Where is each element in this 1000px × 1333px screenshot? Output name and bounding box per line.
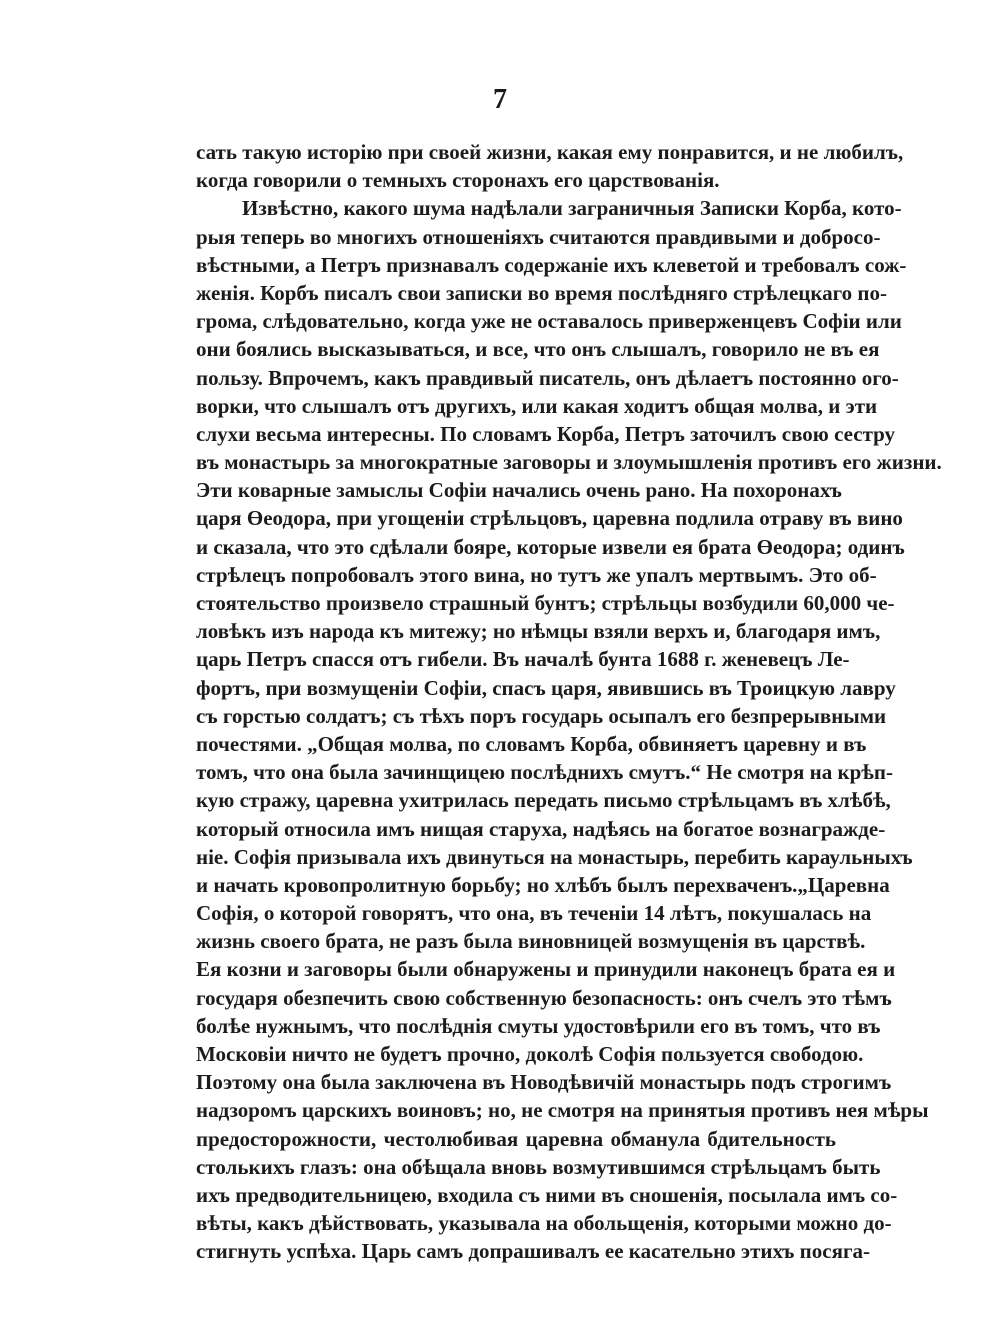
text-line: Извѣстно, какого шума надѣлали заграничныя Записки Корба, кото-	[242, 196, 902, 221]
text-line: столькихъ глазъ: она обѣщала вновь возмутившимся стрѣльцамъ быть	[196, 1154, 881, 1179]
body-text	[196, 138, 942, 1266]
text-line: грома, слѣдовательно, когда уже не оставалось приверженцевъ Софіи или	[196, 309, 902, 334]
text-line: и сказала, что это сдѣлали бояре, которые извели ея брата Өеодора; одинъ	[196, 534, 905, 559]
text-line: государя обезпечить свою собственную безопасность: онъ счелъ это тѣмъ	[196, 985, 892, 1010]
text-line: ніе. Софія призывала ихъ двинуться на монастырь, перебить караульныхъ	[196, 844, 913, 869]
text-line: Поэтому она была заключена въ Новодѣвичій монастырь подъ строгимъ	[196, 1070, 892, 1095]
text-line: стоятельство произвело страшный бунтъ; стрѣльцы возбудили 60,000 че-	[196, 591, 895, 615]
text-line: вѣстными, а Петръ признавалъ содержаніе ихъ клеветой и требовалъ сож-	[196, 252, 907, 277]
text-line: Московіи ничто не будетъ прочно, доколѣ Софія пользуется свободою.	[196, 1042, 864, 1066]
text-line: пользу. Впрочемъ, какъ правдивый писатель, онъ дѣлаетъ постоянно ого-	[196, 365, 899, 390]
text-line: ловѣкъ изъ народа къ митежу; но нѣмцы взяли верхъ и, благодаря имъ,	[196, 619, 881, 644]
text-line: ворки, что слышалъ отъ другихъ, или какая ходитъ общая молва, и эти	[196, 393, 878, 418]
page-number: 7	[493, 84, 507, 115]
text-line: стигнуть успѣха. Царь самъ допрашивалъ ее касательно этихъ посяга-	[196, 1239, 870, 1264]
text-line: надзоромъ царскихъ воиновъ; но, не смотря на принятыя противъ нея мѣры	[196, 1098, 929, 1123]
text-line: въ монастырь за многократные заговоры и злоумышленія противъ его жизни.	[196, 450, 942, 475]
text-line: болѣе нужнымъ, что послѣднія смуты удостовѣрили его въ томъ, что въ	[196, 1013, 881, 1038]
text-line: вѣты, какъ дѣйствовать, указывала на обольщенія, которыми можно до-	[196, 1211, 892, 1236]
text-line: жизнь своего брата, не разъ была виновницей возмущенія въ царствѣ.	[196, 929, 866, 954]
text-line: женія. Корбъ писалъ свои записки во время послѣдняго стрѣлецкаго по-	[196, 280, 888, 305]
text-line: который относила имъ нищая старуха, надѣясь на богатое вознагражде-	[196, 816, 886, 841]
text-line: стрѣлецъ попробовалъ этого вина, но тутъ же упалъ мертвымъ. Это об-	[196, 562, 877, 587]
text-line: съ горстью солдатъ; съ тѣхъ поръ государь осыпалъ его безпрерывными	[196, 703, 887, 728]
text-line: когда говорили о темныхъ сторонахъ его царствованія.	[196, 168, 720, 193]
text-line: ихъ предводительницею, входила съ ними въ сношенія, посылала имъ со-	[196, 1182, 898, 1207]
text-line: рыя теперь во многихъ отношеніяхъ считаются правдивыми и добросо-	[196, 224, 881, 249]
text-line: царь Петръ спасся отъ гибели. Въ началѣ бунта 1688 г. женевецъ Ле-	[196, 647, 850, 672]
text-line: почестями. „Общая молва, по словамъ Корба, обвиняетъ царевну и въ	[196, 731, 867, 756]
text-line: царя Өеодора, при угощеніи стрѣльцовъ, царевна подлила отраву въ вино	[196, 506, 903, 531]
text-line: кую стражу, царевна ухитрилась передать письмо стрѣльцамъ въ хлѣбѣ,	[196, 788, 891, 813]
text-line: сать такую исторію при своей жизни, какая ему понравится, и не любилъ,	[196, 140, 904, 164]
text-line: они боялись высказываться, и все, что онъ слышалъ, говорило не въ ея	[196, 337, 880, 362]
text-line: фортъ, при возмущеніи Софіи, спасъ царя, явившись въ Троицкую лавру	[196, 675, 896, 700]
text-line: Софія, о которой говорятъ, что она, въ теченіи 14 лѣтъ, покушалась на	[196, 901, 872, 926]
text-line: Ея козни и заговоры были обнаружены и принудили наконецъ брата ея и	[196, 957, 896, 982]
text-line: Эти коварные замыслы Софіи начались очень рано. На похоронахъ	[196, 478, 842, 503]
text-line: томъ, что она была зачинщицею послѣднихъ смутъ.“ Не смотря на крѣп-	[196, 760, 893, 785]
text-line: предосторожности, честолюбивая царевна обманула бдительность	[196, 1126, 836, 1151]
text-line: слухи весьма интересны. По словамъ Корба, Петръ заточилъ свою сестру	[196, 421, 896, 446]
text-line: и начать кровопролитную борьбу; но хлѣбъ былъ перехваченъ.„Царевна	[196, 872, 890, 897]
